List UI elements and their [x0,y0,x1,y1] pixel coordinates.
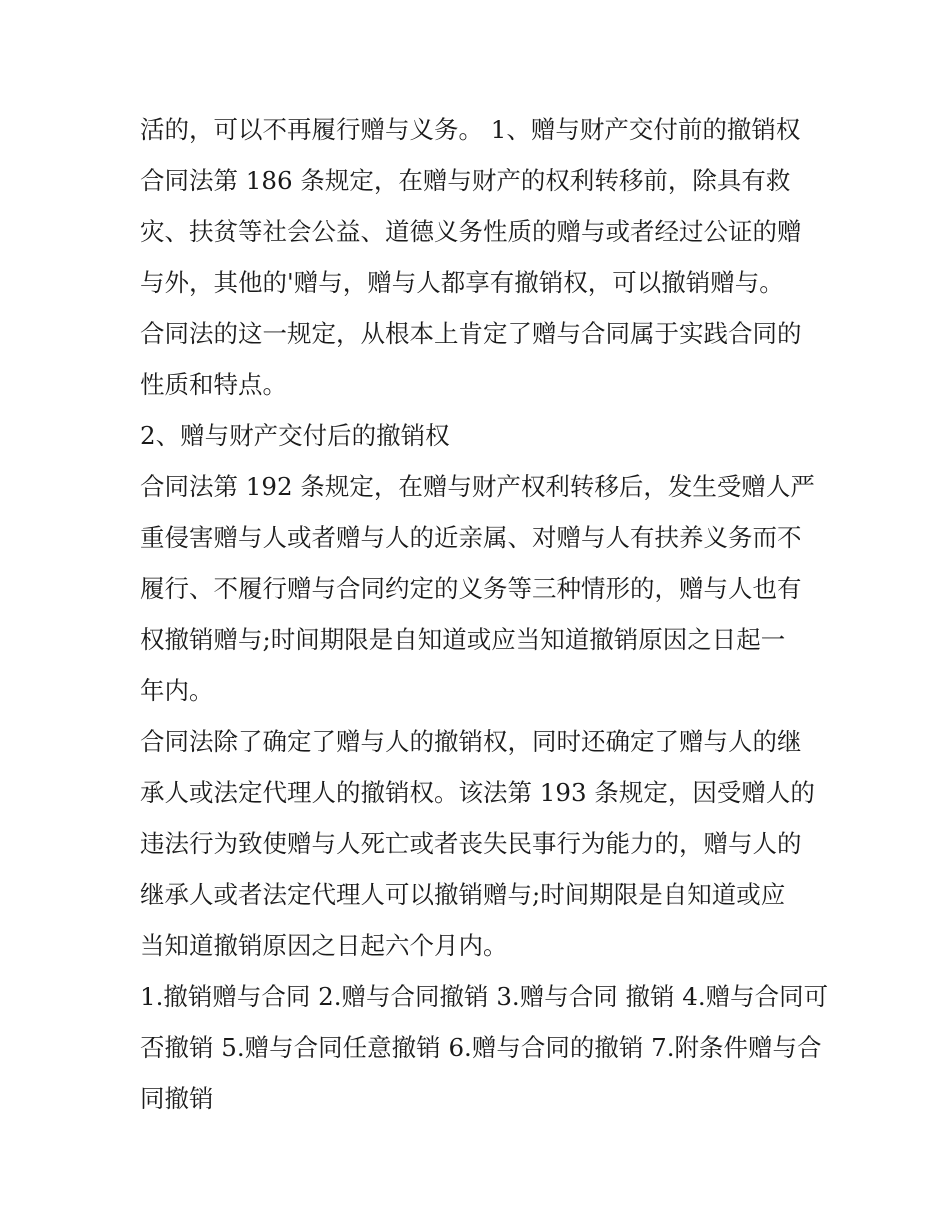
text-line: 违法行为致使赠与人死亡或者丧失民事行为能力的，赠与人的 [140,829,802,858]
text-line: 灾、扶贫等社会公益、道德义务性质的赠与或者经过公证的赠 [140,217,802,246]
document-body [140,104,829,1124]
text-line: 年内。 [140,676,214,705]
text-line: 合同法除了确定了赠与人的撤销权，同时还确定了赠与人的继 [140,727,802,756]
keyword-list-line: 同撤销 [140,1084,214,1113]
text-line: 承人或法定代理人的撤销权。该法第 193 条规定，因受赠人的 [140,778,815,807]
text-line: 合同法的这一规定，从根本上肯定了赠与合同属于实践合同的 [140,319,802,348]
text-line: 性质和特点。 [140,370,287,399]
text-line: 合同法第 186 条规定，在赠与财产的权利转移前，除具有救 [140,166,791,195]
keyword-list-line: 1.撤销赠与合同 2.赠与合同撤销 3.赠与合同 撤销 4.赠与合同可 [140,982,829,1011]
text-line: 与外，其他的'赠与，赠与人都享有撤销权，可以撤销赠与。 [140,268,784,297]
text-line: 重侵害赠与人或者赠与人的近亲属、对赠与人有扶养义务而不 [140,523,802,552]
text-line: 活的，可以不再履行赠与义务。 1、赠与财产交付前的撤销权 [140,115,801,144]
text-line: 继承人或者法定代理人可以撤销赠与;时间期限是自知道或应 [140,880,786,909]
text-line: 当知道撤销原因之日起六个月内。 [140,931,508,960]
text-line: 权撤销赠与;时间期限是自知道或应当知道撤销原因之日起一 [140,625,786,654]
text-line: 合同法第 192 条规定，在赠与财产权利转移后，发生受赠人严 [140,472,815,501]
section-heading: 2、赠与财产交付后的撤销权 [140,421,450,450]
keyword-list-line: 否撤销 5.赠与合同任意撤销 6.赠与合同的撤销 7.附条件赠与合 [140,1033,822,1062]
text-line: 履行、不履行赠与合同约定的义务等三种情形的，赠与人也有 [140,574,802,603]
